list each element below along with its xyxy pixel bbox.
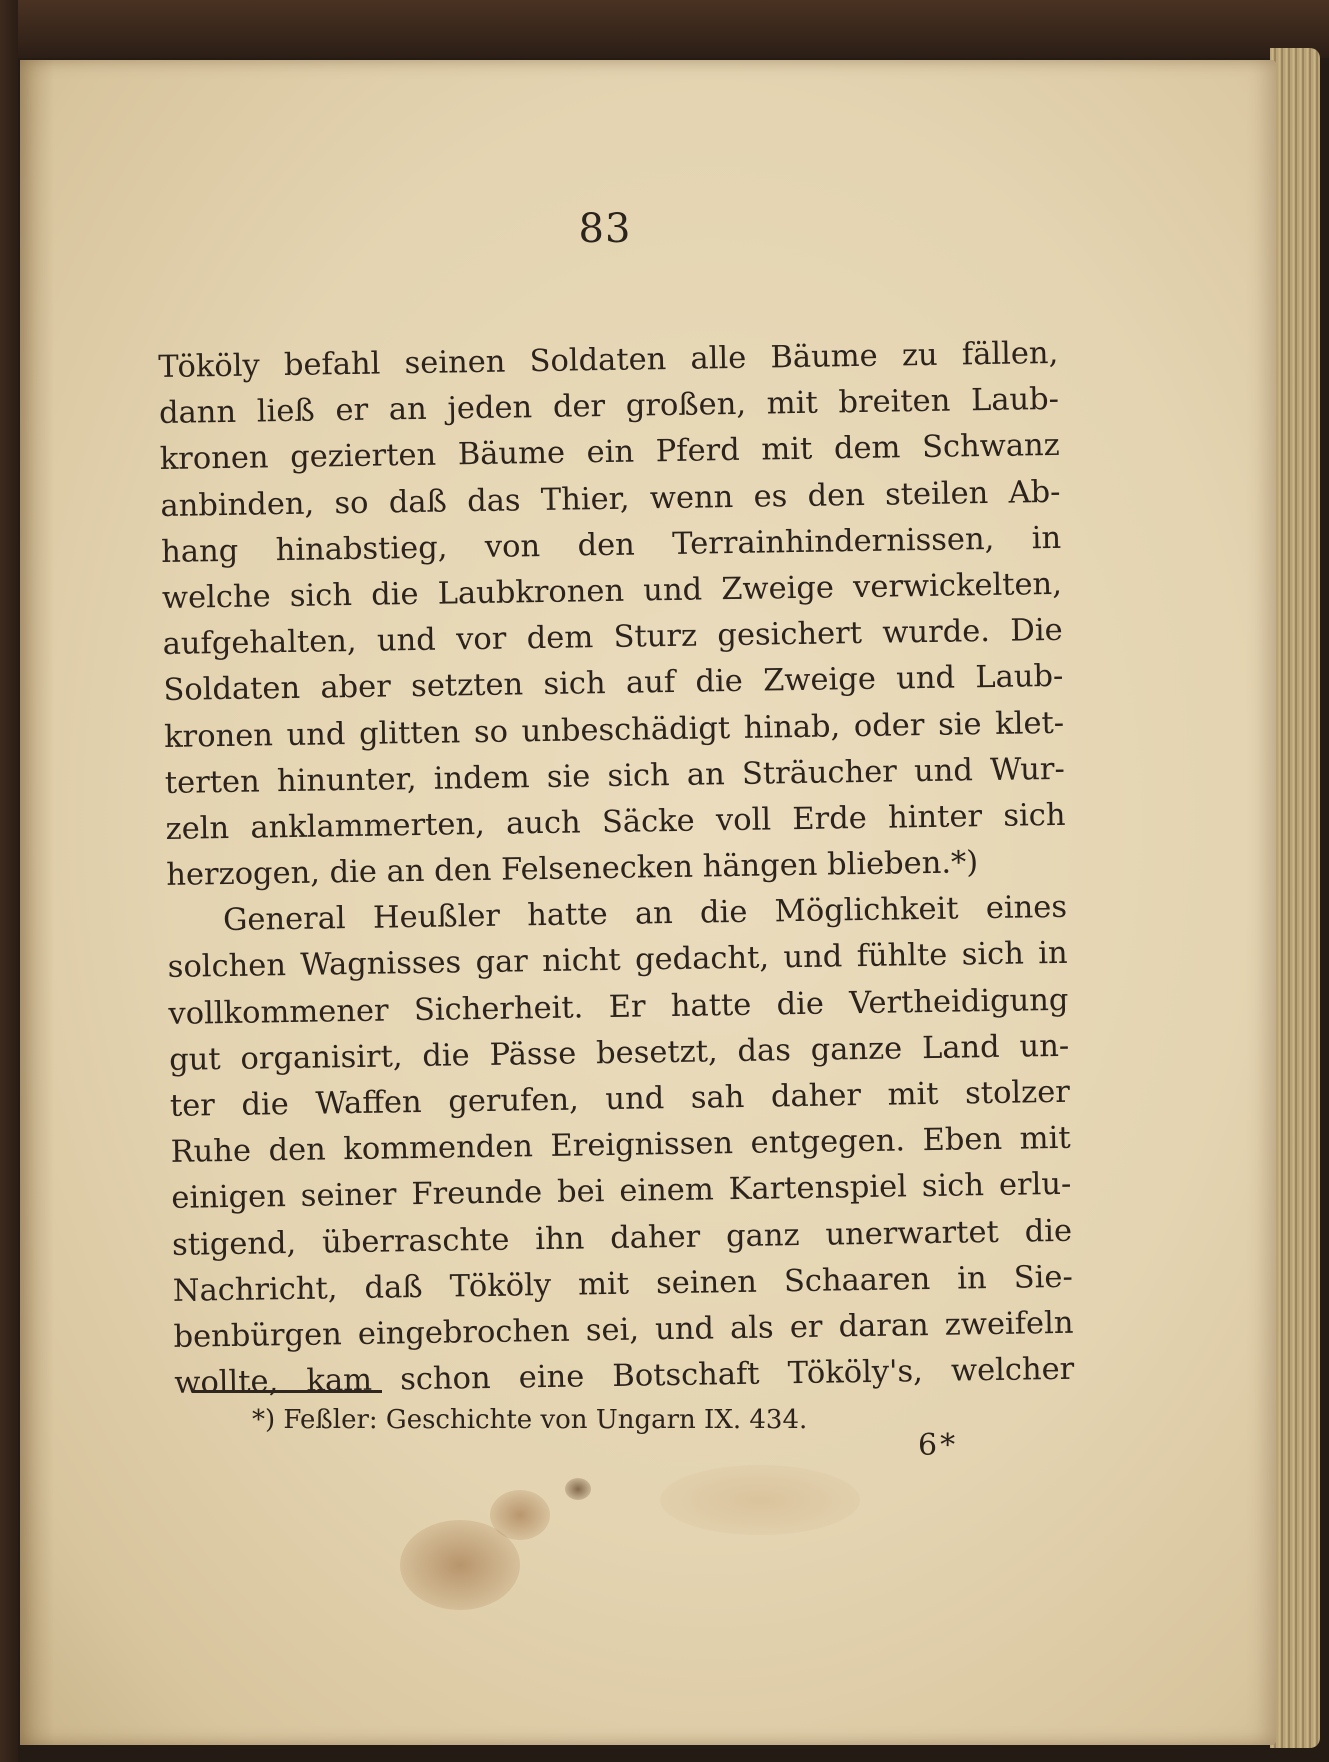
text-line: benbürgen eingebrochen sei, und als er daran zweifeln <box>173 1305 1074 1355</box>
text-line: dann ließ er an jeden der großen, mit breiten Laub- <box>158 382 1060 432</box>
text-line: Tököly befahl seinen Soldaten alle Bäume zu fällen, <box>158 335 1059 385</box>
page-number: 83 <box>578 206 632 252</box>
text-line: wollte, kam schon eine Botschaft Tököly's, welcher <box>174 1351 1075 1401</box>
book-page <box>20 60 1276 1745</box>
text-line: vollkommener Sicherheit. Er hatte die Vertheidigung <box>168 982 1069 1032</box>
text-line: Soldaten aber setzten sich auf die Zweige und Laub- <box>163 659 1064 709</box>
book-cover-top-edge <box>0 0 1329 58</box>
text-line: hang hinabstieg, von den Terrainhindernissen, in <box>160 520 1062 570</box>
text-line: herzogen, die an den Felsenecken hängen blieben.*) <box>166 845 979 893</box>
text-line: welche sich die Laubkronen und Zweige verwickelten, <box>161 566 1063 616</box>
book-cover-left-edge <box>0 0 18 1762</box>
text-line: gut organisirt, die Pässe besetzt, das ganze Land un- <box>168 1028 1070 1078</box>
stain-mark <box>660 1465 860 1535</box>
text-line: terten hinunter, indem sie sich an Sträucher und Wur- <box>164 751 1066 801</box>
text-line: aufgehalten, und vor dem Sturz gesichert wurde. Die <box>162 612 1063 663</box>
signature-mark: 6* <box>918 1428 959 1463</box>
footnote: *) Feßler: Geschichte von Ungarn IX. 434. <box>252 1405 808 1435</box>
gutter-shadow <box>20 60 54 1745</box>
body-text <box>158 331 1075 1407</box>
stain-mark <box>565 1478 591 1500</box>
text-line: kronen und glitten so unbeschädigt hinab, oder sie klet- <box>163 705 1065 755</box>
text-line: anbinden, so daß das Thier, wenn es den steilen Ab- <box>160 474 1061 524</box>
text-line: stigend, überraschte ihn daher ganz unerwartet die <box>171 1213 1073 1263</box>
stain-mark <box>490 1490 550 1540</box>
text-line: kronen gezierten Bäume ein Pferd mit dem Schwanz <box>159 428 1060 478</box>
text-line: General Heußler hatte an die Möglichkeit eines <box>222 890 1068 939</box>
text-line: zeln anklammerten, auch Säcke voll Erde hinter sich <box>165 797 1066 847</box>
text-line: Ruhe den kommenden Ereignissen entgegen. Eben mit <box>170 1120 1071 1171</box>
text-line: einigen seiner Freunde bei einem Kartenspiel sich erlu- <box>171 1167 1072 1217</box>
footnote-rule <box>192 1390 382 1393</box>
page-edges <box>1270 48 1320 1748</box>
text-line: solchen Wagnisses gar nicht gedacht, und fühlte sich in <box>167 936 1068 986</box>
text-line: Nachricht, daß Tököly mit seinen Schaaren in Sie- <box>172 1259 1074 1309</box>
text-line: ter die Waffen gerufen, und sah daher mit stolzer <box>169 1074 1071 1124</box>
